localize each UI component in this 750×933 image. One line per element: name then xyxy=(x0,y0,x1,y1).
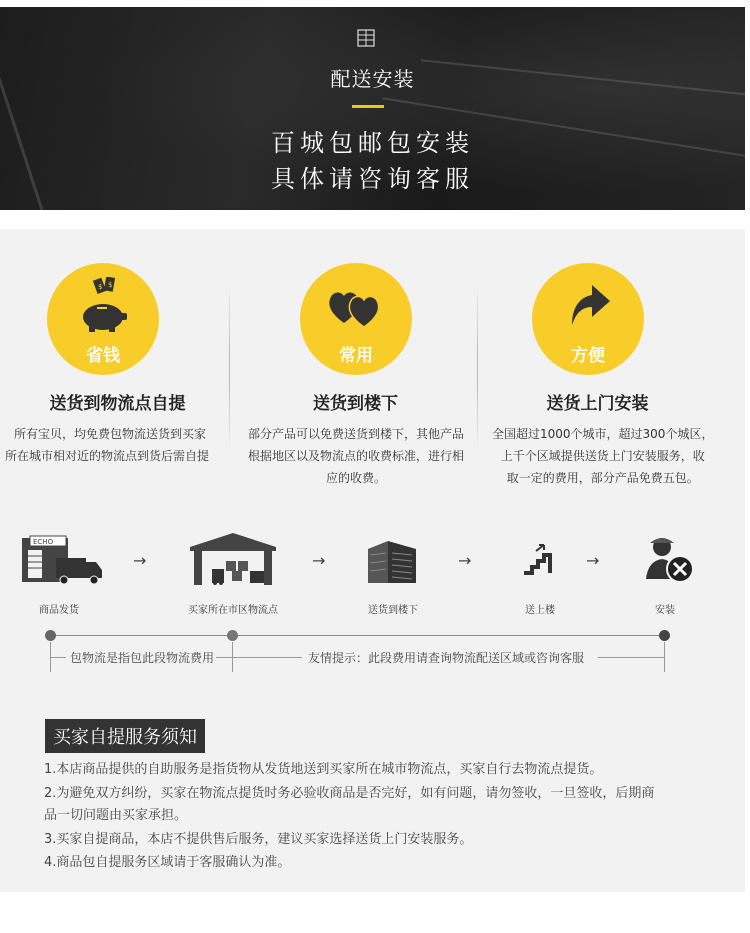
warehouse-icon xyxy=(188,531,278,587)
range-tick xyxy=(664,642,665,672)
desc-line: 全国超过1000个城市，超过300个城区， xyxy=(492,427,714,441)
notice-title: 买家自提服务须知 xyxy=(45,719,205,753)
svg-text:$: $ xyxy=(98,283,103,291)
step-label: 送上楼 xyxy=(525,605,555,616)
feature-desc xyxy=(5,423,209,467)
notice-item: 品一切问题由买家承担。 xyxy=(44,808,188,823)
desc-line: 所有宝贝，均免费包物流送货到买家 xyxy=(14,427,207,441)
badge-circle xyxy=(47,263,159,375)
timeline-dot xyxy=(45,630,56,641)
desc-line: 部分产品可以免费送货到楼下，其他产品 xyxy=(248,427,465,441)
hearts-icon xyxy=(326,283,386,331)
delivery-info-panel xyxy=(0,229,745,892)
feature-title: 送货上门安装 xyxy=(546,394,649,414)
title-underline xyxy=(352,105,384,108)
arrow-icon: → xyxy=(458,551,472,570)
desc-line: 所在城市相对近的物流点到货后需自提 xyxy=(5,449,210,463)
banner xyxy=(0,7,745,210)
step-label: 买家所在市区物流点 xyxy=(188,605,278,616)
stairs-icon xyxy=(522,543,558,575)
step-label: 安装 xyxy=(655,605,675,616)
timeline-line xyxy=(50,635,665,636)
building-icon xyxy=(366,535,418,583)
range-line xyxy=(598,657,664,658)
desc-line: 根据地区以及物流点的收费标准，进行相 xyxy=(248,449,465,463)
feature-desc xyxy=(492,423,713,489)
svg-text:$: $ xyxy=(108,281,113,289)
notice-item: 2.为避免双方纠纷，买家在物流点提货时务必验收商品是否完好，如有问题，请勿签收，一旦签收，后期商 xyxy=(44,786,655,801)
badge-label: 方便 xyxy=(571,346,605,366)
list-grid-icon xyxy=(357,29,375,47)
factory-truck-icon xyxy=(20,532,106,586)
feature-desc xyxy=(248,423,464,489)
notice-item: 4.商品包自提服务区域请于客服确认为准。 xyxy=(44,855,291,870)
feature-title: 送货到物流点自提 xyxy=(49,394,186,414)
range-line xyxy=(50,657,66,658)
divider xyxy=(477,283,478,453)
timeline-dot xyxy=(227,630,238,641)
step-label: 商品发货 xyxy=(39,605,79,616)
banner-title: 配送安装 xyxy=(330,67,415,91)
desc-line: 上千个区域提供送货上门安装服务，收 xyxy=(500,449,705,463)
arrow-icon: → xyxy=(586,551,600,570)
badge-label: 省钱 xyxy=(86,346,120,366)
notice-item: 3.买家自提商品，本店不提供售后服务，建议买家选择送货上门安装服务。 xyxy=(44,832,473,847)
free-shipping-note: 包物流是指包此段物流费用 xyxy=(70,651,215,665)
share-arrow-icon xyxy=(568,281,612,329)
arrow-icon: → xyxy=(312,551,326,570)
banner-headline-1: 百城包邮包安装 xyxy=(271,129,474,157)
range-line xyxy=(216,657,302,658)
notice-item: 1.本店商品提供的自助服务是指货物从发货地送到买家所在城市物流点，买家自行去物流点提货。 xyxy=(44,762,603,777)
step-label: 送货到楼下 xyxy=(368,605,418,616)
badge-label: 常用 xyxy=(339,346,373,366)
badge-circle xyxy=(532,263,644,375)
divider xyxy=(229,283,230,453)
installer-icon xyxy=(644,533,696,585)
feature-title: 送货到楼下 xyxy=(313,394,398,414)
arrow-icon: → xyxy=(133,551,147,570)
desc-line: 应的收费。 xyxy=(326,471,387,485)
factory-sign: ECHO xyxy=(33,538,54,546)
timeline-dot xyxy=(659,630,670,641)
fee-tip-note: 友情提示：此段费用请查询物流配送区域或咨询客服 xyxy=(308,651,585,665)
desc-line: 取一定的费用，部分产品免费五包。 xyxy=(506,471,699,485)
piggy-bank-icon xyxy=(77,277,129,333)
banner-headline-2: 具体请咨询客服 xyxy=(271,165,474,193)
badge-circle xyxy=(300,263,412,375)
